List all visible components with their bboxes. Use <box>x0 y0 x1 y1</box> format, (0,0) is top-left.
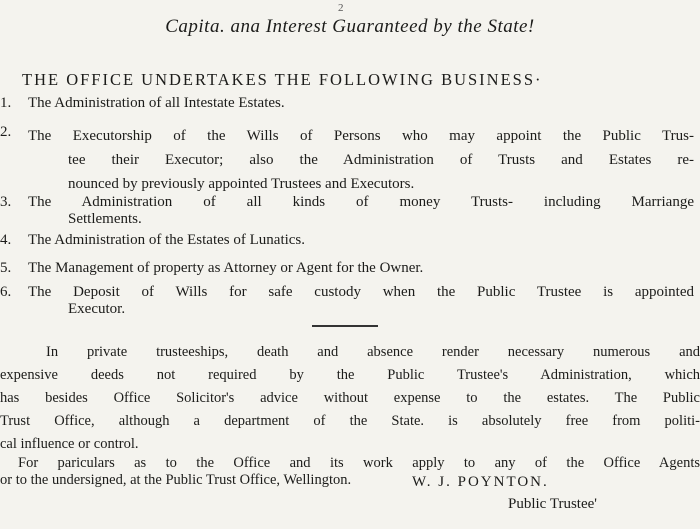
page-number: 2 <box>338 2 344 14</box>
running-head: Capita. ana Interest Guaranteed by the State! <box>165 16 535 37</box>
section-divider <box>312 325 378 327</box>
item-text: The Administration of all kinds of money Trusts- including Marriange <box>28 194 694 210</box>
trusteeship-paragraph <box>0 341 700 456</box>
contact-paragraph <box>0 455 700 489</box>
item-text: nounced by previously appointed Trustees and Executors. <box>68 176 415 192</box>
item-number: 6. <box>0 284 12 300</box>
item-text: The Executorship of the Wills of Persons who may appoint the Public Trus- <box>28 128 694 144</box>
paragraph-line: Trust Office, although a department of the State. is absolutely free from politi- <box>0 413 700 429</box>
section-heading: THE OFFICE UNDERTAKES THE FOLLOWING BUSINESS· <box>22 70 543 89</box>
item-text: The Administration of all Intestate Estates. <box>28 95 285 111</box>
signature-name: W. J. POYNTON. <box>412 474 549 490</box>
paragraph-line: expensive deeds not required by the Public Trustee's Administration, which <box>0 367 700 383</box>
item-text: Settlements. <box>68 211 142 227</box>
paragraph-line: or to the undersigned, at the Public Trust Office, Wellington. <box>0 472 352 488</box>
paragraph-line: For pariculars as to the Office and its work apply to any of the Office Agents <box>18 455 700 471</box>
item-text: Executor. <box>68 301 126 317</box>
paragraph-line: In private trusteeships, death and absence render necessary numerous and <box>46 344 700 360</box>
item-text: The Administration of the Estates of Lunatics. <box>28 232 306 248</box>
item-number: 5. <box>0 260 12 276</box>
item-text: tee their Executor; also the Administration of Trusts and Estates re- <box>68 152 694 168</box>
item-number: 4. <box>0 232 12 248</box>
item-number: 2. <box>0 124 12 140</box>
item-text: The Management of property as Attorney or Agent for the Owner. <box>28 260 424 276</box>
signature-title: Public Trustee' <box>508 496 597 512</box>
paragraph-line: cal influence or control. <box>0 436 139 452</box>
item-text: The Deposit of Wills for safe custody when the Public Trustee is appointed <box>28 284 694 300</box>
paragraph-line: has besides Office Solicitor's advice without expense to the estates. The Public <box>0 390 700 406</box>
item-number: 3. <box>0 194 12 210</box>
item-number: 1. <box>0 95 12 111</box>
